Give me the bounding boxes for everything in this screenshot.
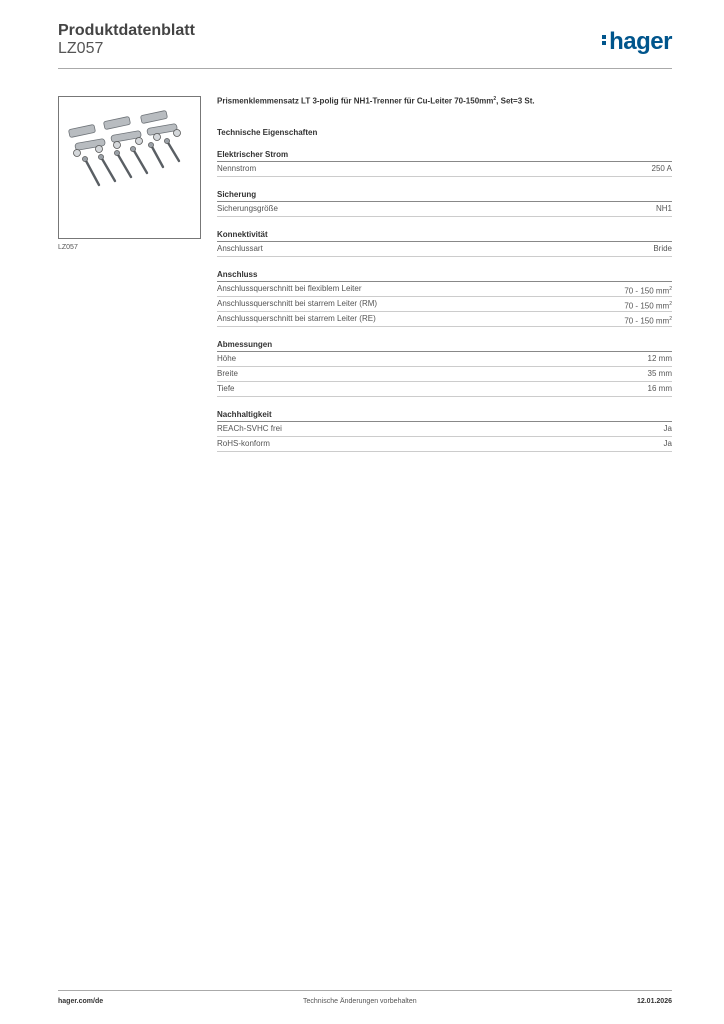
logo-text: hager <box>609 28 672 55</box>
property-section <box>217 410 672 452</box>
property-value-sup: 2 <box>669 285 672 292</box>
property-label: Tiefe <box>217 383 235 393</box>
property-row <box>217 422 672 437</box>
image-caption: LZ057 <box>58 244 78 251</box>
section-title: Sicherung <box>217 190 672 202</box>
logo-dots-icon <box>602 33 607 47</box>
footer-website[interactable]: hager.com/de <box>58 998 104 1005</box>
property-row <box>217 367 672 382</box>
property-row <box>217 297 672 312</box>
property-label: Anschlussquerschnitt bei starrem Leiter (RM) <box>217 298 378 308</box>
property-value <box>656 202 672 216</box>
property-row <box>217 162 672 177</box>
property-row <box>217 437 672 452</box>
property-value <box>652 162 672 176</box>
product-description <box>217 96 672 106</box>
section-title: Elektrischer Strom <box>217 150 672 162</box>
property-value <box>624 297 672 311</box>
property-value <box>624 312 672 326</box>
property-value-text: Ja <box>663 438 672 448</box>
section-title: Anschluss <box>217 270 672 282</box>
property-row <box>217 242 672 257</box>
document-title: Produktdatenblatt <box>58 22 195 39</box>
product-description-tail: , Set=3 St. <box>496 96 535 106</box>
property-value-text: 70 - 150 mm <box>624 286 670 296</box>
header-divider <box>58 68 672 69</box>
footer-divider <box>58 990 672 991</box>
property-value <box>653 242 672 256</box>
property-value <box>648 352 672 366</box>
footer-notice: Technische Änderungen vorbehalten <box>303 998 417 1005</box>
section-title: Konnektivität <box>217 230 672 242</box>
property-section <box>217 270 672 327</box>
property-label: Sicherungsgröße <box>217 203 278 213</box>
property-value <box>664 422 672 436</box>
property-label: Höhe <box>217 353 237 363</box>
property-section <box>217 230 672 257</box>
property-value <box>624 282 672 296</box>
property-label: Anschlussquerschnitt bei flexiblem Leiter <box>217 283 362 293</box>
property-value <box>664 437 672 451</box>
clamp-set-picture <box>59 97 200 238</box>
property-label: REACh-SVHC frei <box>217 423 282 433</box>
hager-logo[interactable] <box>602 28 672 56</box>
product-code: LZ057 <box>58 40 104 57</box>
footer-date: 12.01.2026 <box>636 998 672 1005</box>
property-value-text: 16 mm <box>647 383 672 393</box>
property-label: RoHS-konform <box>217 438 270 448</box>
property-value <box>648 382 672 396</box>
properties-sections <box>217 150 672 452</box>
property-value-text: 35 mm <box>647 368 672 378</box>
property-value-text: Ja <box>663 423 672 433</box>
product-details <box>217 96 672 452</box>
property-row <box>217 282 672 297</box>
property-label: Anschlussquerschnitt bei starrem Leiter (RE) <box>217 313 376 323</box>
product-description-sup: 2 <box>493 96 497 102</box>
property-label: Anschlussart <box>217 243 263 253</box>
product-image <box>58 96 201 239</box>
property-row <box>217 352 672 367</box>
product-description-text: Prismenklemmensatz LT 3-polig für NH1-Trenner für Cu-Leiter 70-150mm <box>217 96 494 106</box>
property-value-text: 250 A <box>651 163 672 173</box>
property-value-sup: 2 <box>669 300 672 307</box>
property-value-text: NH1 <box>655 203 672 213</box>
page-header <box>58 20 672 70</box>
property-value <box>648 367 672 381</box>
section-title: Abmessungen <box>217 340 672 352</box>
property-section <box>217 190 672 217</box>
property-value-text: 70 - 150 mm <box>624 316 670 326</box>
property-label: Breite <box>217 368 238 378</box>
tech-properties-heading: Technische Eigenschaften <box>217 127 318 137</box>
property-label: Nennstrom <box>217 163 257 173</box>
property-section <box>217 150 672 177</box>
property-row <box>217 202 672 217</box>
property-value-text: 12 mm <box>647 353 672 363</box>
property-row <box>217 382 672 397</box>
property-value-text: 70 - 150 mm <box>624 301 670 311</box>
section-title: Nachhaltigkeit <box>217 410 672 422</box>
property-value-text: Bride <box>653 243 672 253</box>
property-section <box>217 340 672 397</box>
property-value-sup: 2 <box>669 315 672 322</box>
property-row <box>217 312 672 327</box>
